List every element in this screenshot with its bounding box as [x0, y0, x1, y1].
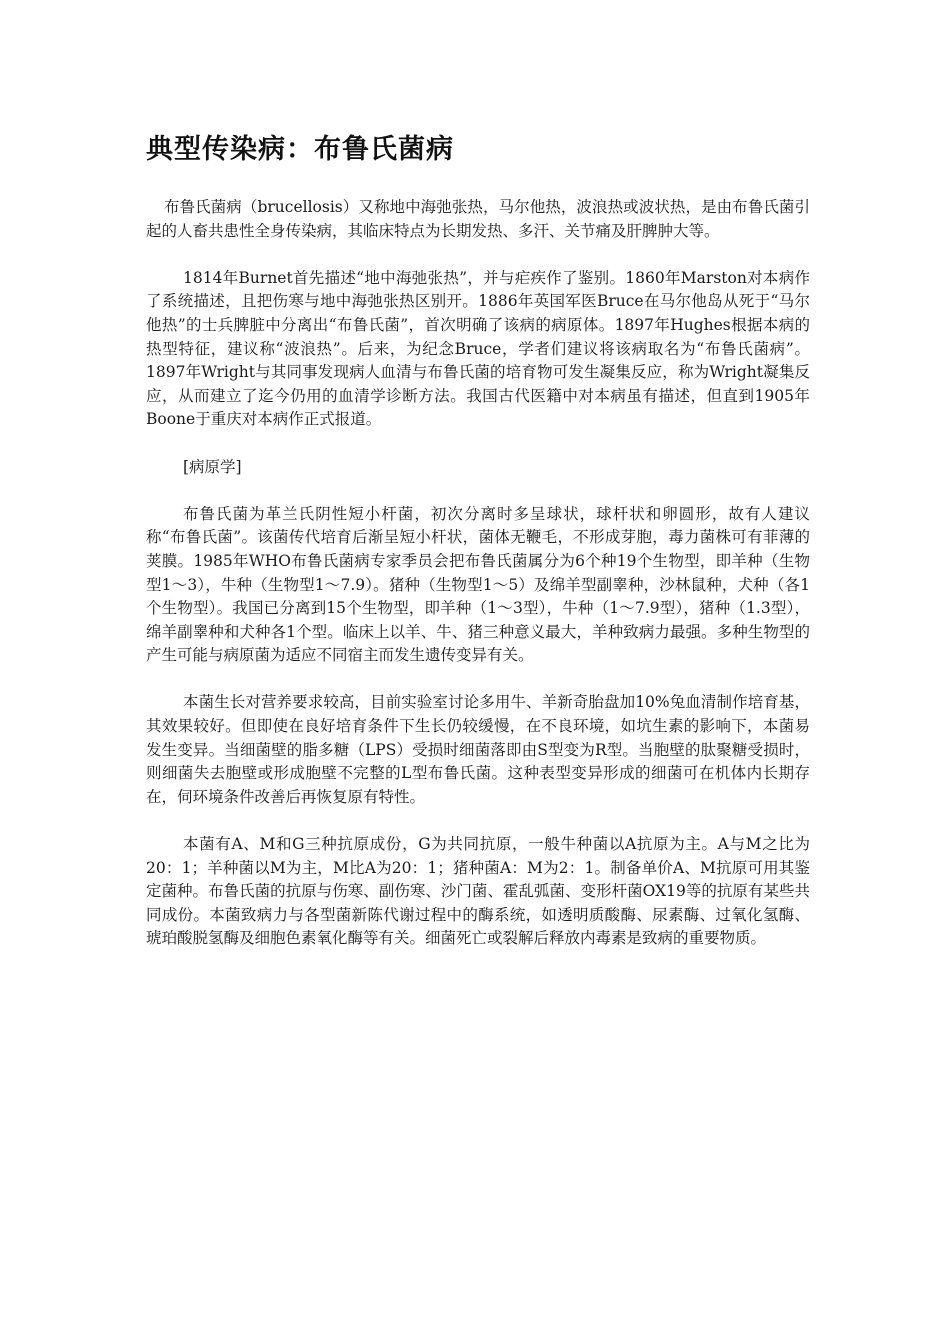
- section-heading-etiology: [病原学]: [183, 457, 242, 476]
- document-body: [146, 196, 810, 975]
- paragraph-culture: 本菌生长对营养要求较高，目前实验室讨论多用牛、羊新奇胎盘加10%兔血清制作培育基，其效果较好。但即使在良好培育条件下生长仍较缓慢，在不良环境，如坑生素的影响下，本菌易发生变异。当细菌壁的脂多糖（LPS）受损时细菌落即由S型变为R型。当胞壁的肽聚糖受损时，则细菌失去胞壁或形成胞壁不完整的L型布鲁氏菌。这种表型变异形成的细菌可在机体内长期存在，伺环境条件改善后再恢复原有特性。: [146, 693, 810, 806]
- paragraph-classification: 布鲁氏菌为革兰氏阴性短小杆菌，初次分离时多呈球状，球杆状和卵圆形，故有人建议称“布鲁氏菌”。该菌传代培育后渐呈短小杆状，菌体无鞭毛，不形成芽胞，毒力菌株可有菲薄的荚膜。1985年WHO布鲁氏菌病专家季员会把布鲁氏菌属分为6个种19个生物型，即羊种（生物型1～3），牛种（生物型1～7.9）。猪种（生物型1～5）及绵羊型副睾种，沙林鼠种，犬种（各1个生物型）。我国已分离到15个生物型，即羊种（1～3型），牛种（1～7.9型），猪种（1.3型），绵羊副睾种和犬种各1个型。临床上以羊、牛、猪三种意义最大，羊种致病力最强。多种生物型的产生可能与病原菌为适应不同宿主而发生遗传变异有关。: [146, 504, 810, 665]
- paragraph-antigens: 本菌有A、M和G三种抗原成份，G为共同抗原，一般牛种菌以A抗原为主。A与M之比为20：1；羊种菌以M为主，M比A为20：1；猪种菌A：M为2：1。制备单价A、M抗原可用其鉴定菌种。布鲁氏菌的抗原与伤寒、副伤寒、沙门菌、霍乱弧菌、变形杆菌OX19等的抗原有某些共同成份。本菌致病力与各型菌新陈代谢过程中的酶系统，如透明质酸酶、尿素酶、过氧化氢酶、琥珀酸脱氢酶及细胞色素氧化酶等有关。细菌死亡或裂解后释放内毒素是致病的重要物质。: [146, 835, 810, 948]
- paragraph-history: 1814年Burnet首先描述“地中海弛张热”，并与疟疾作了鉴别。1860年Marston对本病作了系统描述，且把伤寒与地中海弛张热区别开。1886年英国军医Bruce在马尔他岛从死于“马尔他热”的士兵脾脏中分离出“布鲁氏菌”，首次明确了该病的病原体。1897年Hughes根据本病的热型特征，建议称“波浪热”。后来，为纪念Bruce，学者们建议将该病取名为“布鲁氏菌病”。1897年Wright与其同事发现病人血清与布鲁氏菌的培育物可发生凝集反应，称为Wright凝集反应，从而建立了迄今仍用的血清学诊断方法。我国古代医籍中对本病虽有描述，但直到1905年Boone于重庆对本病作正式报道。: [146, 268, 810, 429]
- document-title: 典型传染病：布鲁氏菌病: [146, 134, 454, 165]
- paragraph-intro: 布鲁氏菌病（brucellosis）又称地中海弛张热，马尔他热，波浪热或波状热，是由布鲁氏菌引起的人畜共患性全身传染病，其临床特点为长期发热、多汗、关节痛及肝脾肿大等。: [146, 198, 810, 240]
